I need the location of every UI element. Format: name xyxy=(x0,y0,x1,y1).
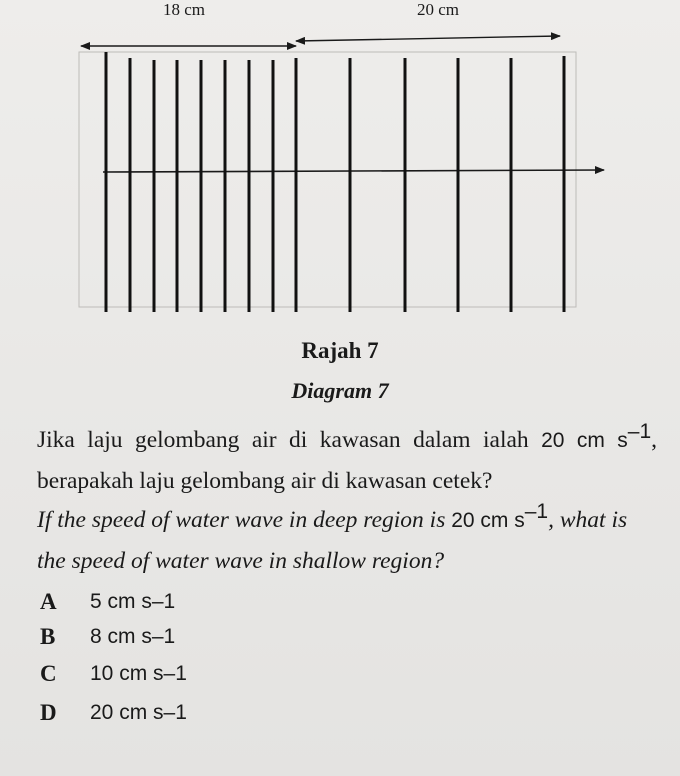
diagram-caption-malay: Rajah 7 xyxy=(301,338,379,363)
deep-wavelength-label: 18 cm xyxy=(163,0,206,19)
option-value: 10 cm s xyxy=(90,662,164,685)
question-english-suffix: , what is the speed of water wave in shallow region? xyxy=(37,507,628,574)
option-value: 20 cm s xyxy=(90,701,164,724)
shallow-wavelength-arrow xyxy=(296,36,560,41)
option-letter: C xyxy=(40,661,57,686)
diagram-caption-english: Diagram 7 xyxy=(291,378,389,403)
shallow-wavelength-label: 20 cm xyxy=(417,0,460,19)
question-text-english xyxy=(37,500,657,581)
option-letter: D xyxy=(40,700,57,725)
question-malay-suffix: , berapakah laju gelombang air di kawasan cetek? xyxy=(37,427,657,494)
question-english-prefix: If the speed of water wave in deep region is xyxy=(37,507,446,533)
option-value: 5 cm s xyxy=(90,590,152,613)
question-malay-prefix: Jika laju gelombang air di kawasan dalam ialah xyxy=(37,427,529,453)
option-a[interactable]: A 5 cm s –1 xyxy=(40,589,176,614)
question-malay-exponent: –1 xyxy=(627,420,652,443)
option-value: 8 cm s xyxy=(90,625,152,648)
option-b[interactable]: B 8 cm s –1 xyxy=(40,624,176,649)
question-english-value: 20 cm s xyxy=(451,509,525,532)
question-malay-value: 20 cm s xyxy=(541,429,628,452)
option-c[interactable]: C 10 cm s –1 xyxy=(40,661,187,686)
question-text-malay xyxy=(37,420,657,501)
option-letter: A xyxy=(40,589,57,614)
option-letter: B xyxy=(40,624,56,649)
question-english-exponent: –1 xyxy=(524,500,549,523)
wavefront-diagram xyxy=(0,0,680,330)
option-d[interactable]: D 20 cm s –1 xyxy=(40,700,187,725)
